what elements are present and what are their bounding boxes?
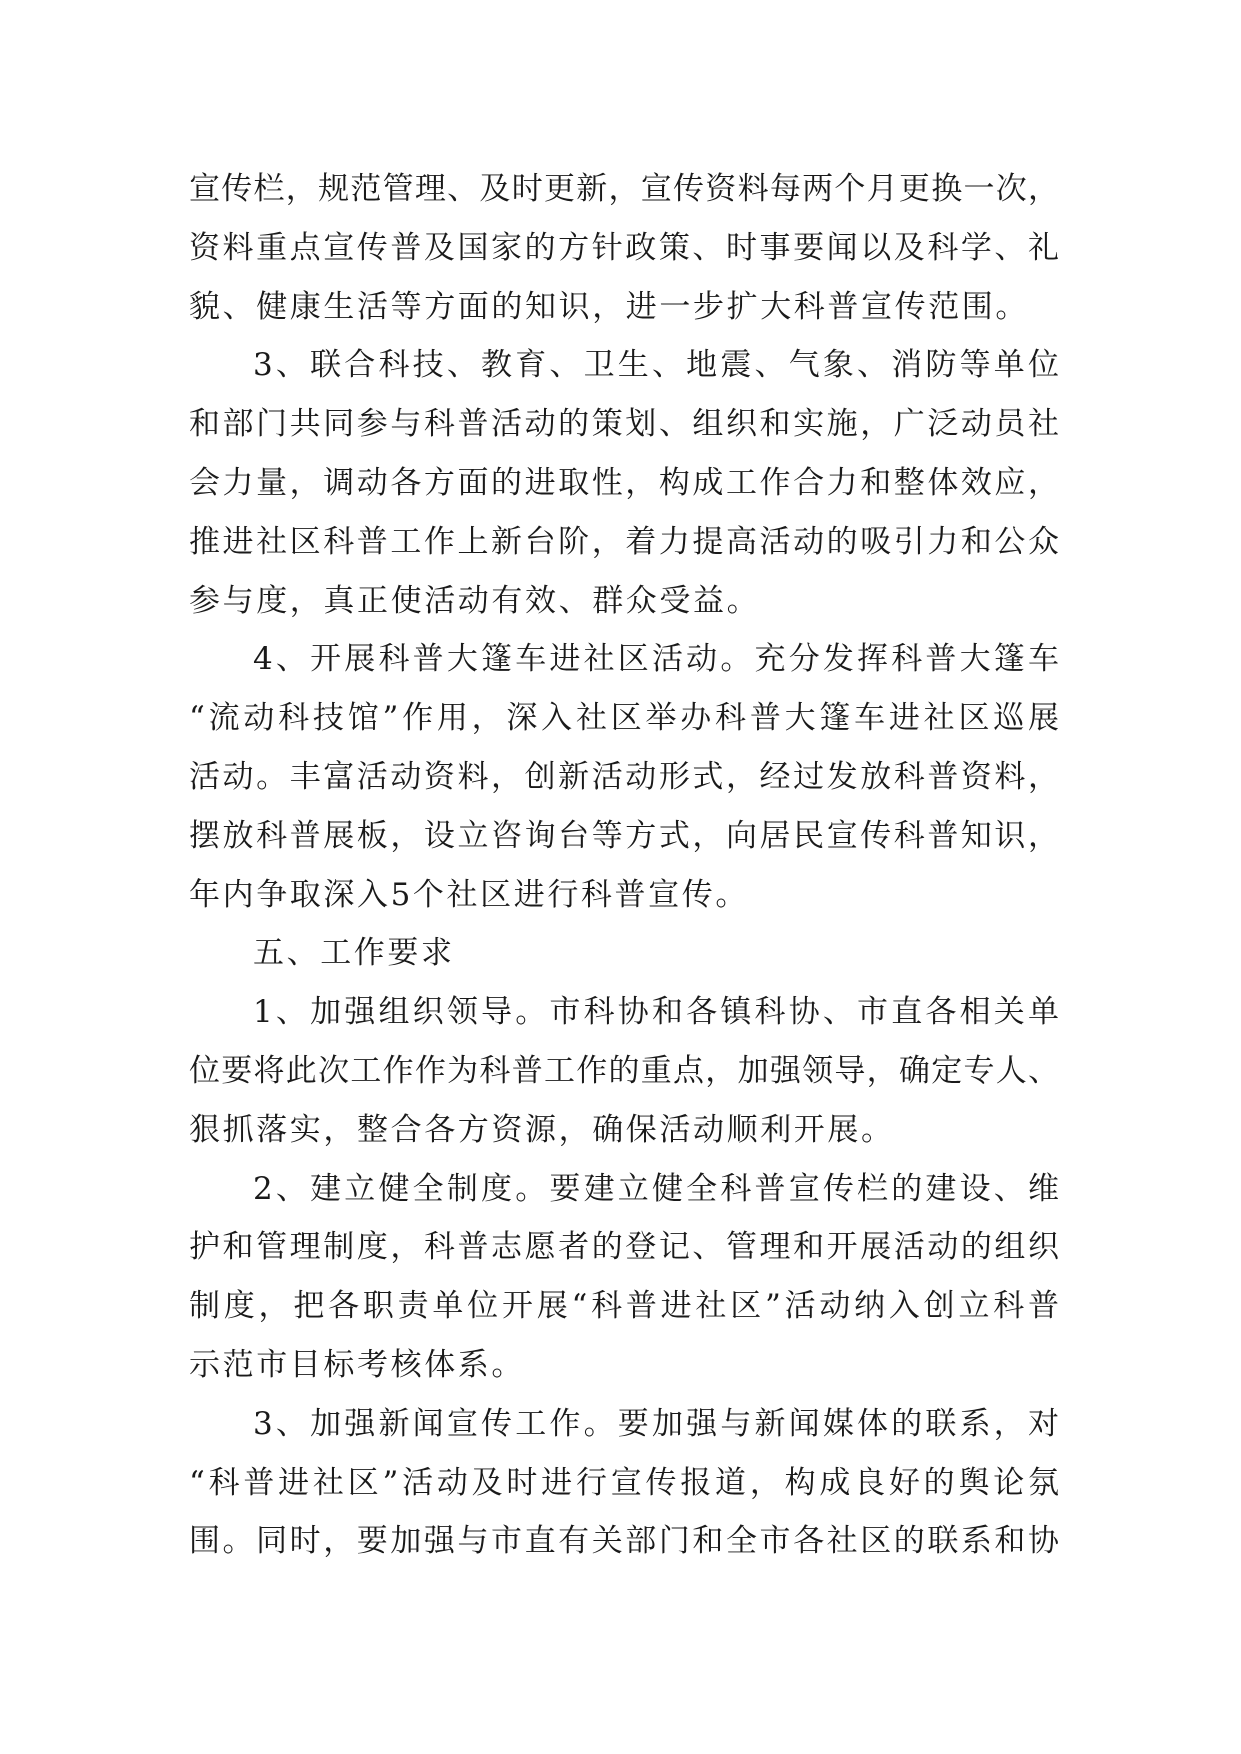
text-line: 狠抓落实，整合各方资源，确保活动顺利开展。 [189, 1111, 895, 1148]
text-line: 貌、健康生活等方面的知识，进一步扩大科普宣传范围。 [189, 288, 1029, 325]
text-line: 资料重点宣传普及国家的方针政策、时事要闻以及科学、礼 [189, 229, 1059, 266]
text-line: 护和管理制度，科普志愿者的登记、管理和开展活动的组织 [189, 1229, 1059, 1266]
text-line: 制度，把各职责单位开展“科普进社区”活动纳入创立科普 [189, 1288, 1059, 1325]
text-line: 3、联合科技、教育、卫生、地震、气象、消防等单位 [253, 347, 1059, 384]
text-line: 活动。丰富活动资料，创新活动形式，经过发放科普资料， [189, 758, 1059, 795]
text-line: 围。同时，要加强与市直有关部门和全市各社区的联系和协 [189, 1523, 1059, 1560]
document-body [189, 160, 1059, 1571]
text-line: 推进社区科普工作上新台阶，着力提高活动的吸引力和公众 [189, 523, 1059, 560]
text-line: “科普进社区”活动及时进行宣传报道，构成良好的舆论氛 [189, 1464, 1059, 1501]
text-line: 参与度，真正使活动有效、群众受益。 [189, 582, 761, 619]
text-line: 4、开展科普大篷车进社区活动。充分发挥科普大篷车 [253, 641, 1059, 678]
text-line: 五、工作要求 [253, 935, 455, 972]
text-line: 摆放科普展板，设立咨询台等方式，向居民宣传科普知识， [189, 817, 1059, 854]
text-line: 2、建立健全制度。要建立健全科普宣传栏的建设、维 [253, 1170, 1059, 1207]
text-line: 宣传栏，规范管理、及时更新，宣传资料每两个月更换一次， [189, 171, 1059, 207]
text-line: 3、加强新闻宣传工作。要加强与新闻媒体的联系，对 [253, 1405, 1059, 1442]
text-line: 位要将此次工作作为科普工作的重点，加强领导，确定专人、 [189, 1052, 1059, 1089]
text-line: “流动科技馆”作用，深入社区举办科普大篷车进社区巡展 [189, 700, 1059, 737]
text-line: 示范市目标考核体系。 [189, 1346, 525, 1383]
text-line: 年内争取深入5个社区进行科普宣传。 [189, 876, 749, 913]
text-line: 1、加强组织领导。市科协和各镇科协、市直各相关单 [253, 994, 1059, 1031]
text-line: 和部门共同参与科普活动的策划、组织和实施，广泛动员社 [189, 406, 1059, 443]
text-line: 会力量，调动各方面的进取性，构成工作合力和整体效应， [189, 464, 1059, 501]
